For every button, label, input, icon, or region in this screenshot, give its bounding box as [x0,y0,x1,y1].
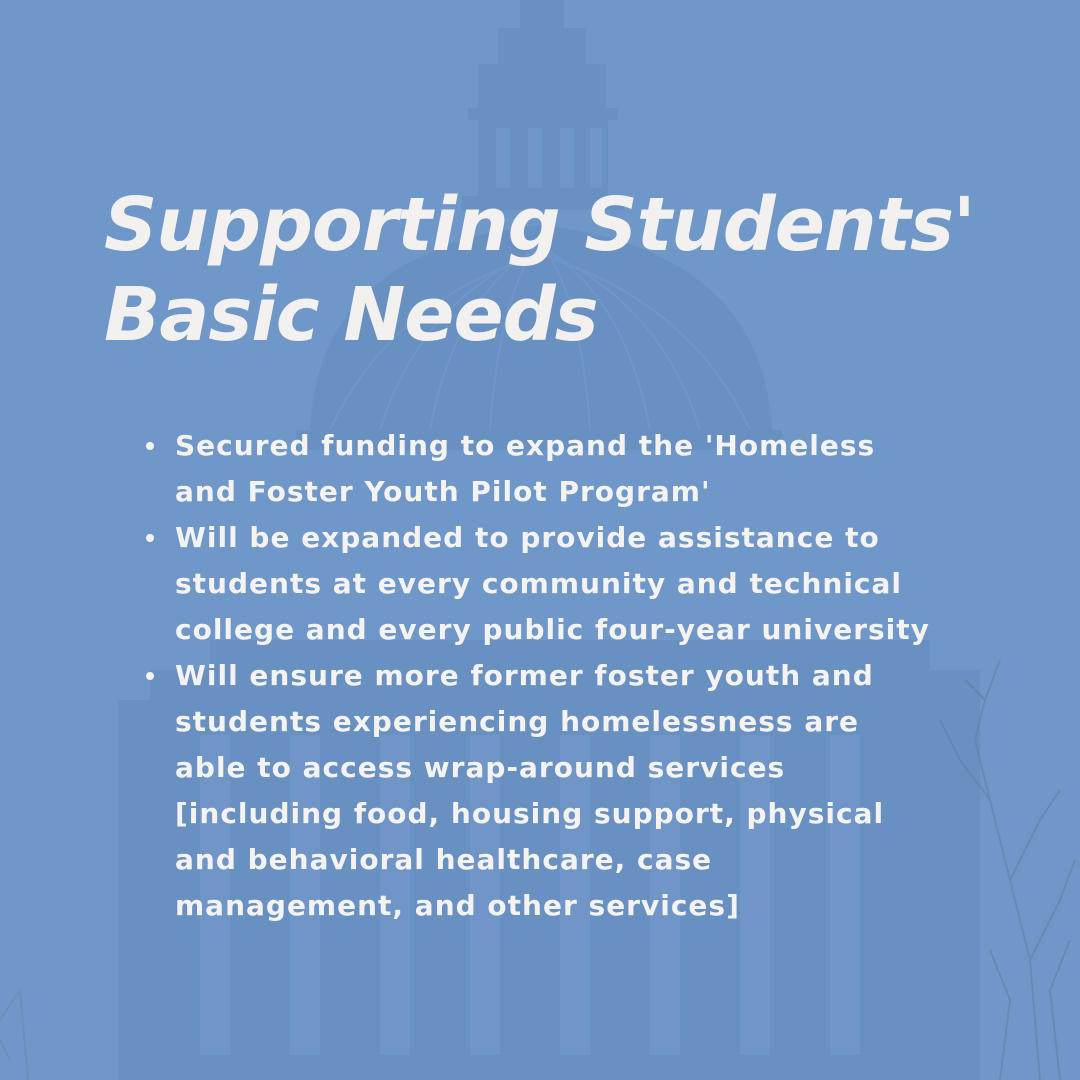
page-title [104,180,1004,360]
bullet-list [146,423,1026,929]
bullet-dot-icon [146,534,154,542]
bullet-text-line: [including food, housing support, physical [175,797,885,830]
bullet-text-line: students experiencing homelessness are [175,705,860,738]
title-line-1: Supporting Students' [104,182,975,268]
bullet-text-line: Will ensure more former foster youth and [175,659,874,692]
bullet-text-line: Will be expanded to provide assistance to [175,521,880,554]
bullet-item [146,515,1026,653]
bullet-text-line: students at every community and technical [175,567,902,600]
bullet-text-line: able to access wrap-around services [175,751,786,784]
bullet-text-line: and Foster Youth Pilot Program' [175,475,711,508]
title-line-2: Basic Needs [104,272,598,358]
bullet-text-line: management, and other services] [175,889,740,922]
bullet-text-line: Secured funding to expand the 'Homeless [175,429,876,462]
bullet-text-line: and behavioral healthcare, case [175,843,713,876]
bullet-text-line: college and every public four-year university [175,613,930,646]
bullet-dot-icon [146,672,154,680]
bullet-item [146,653,1026,929]
bullet-dot-icon [146,442,154,450]
bullet-item [146,423,1026,515]
